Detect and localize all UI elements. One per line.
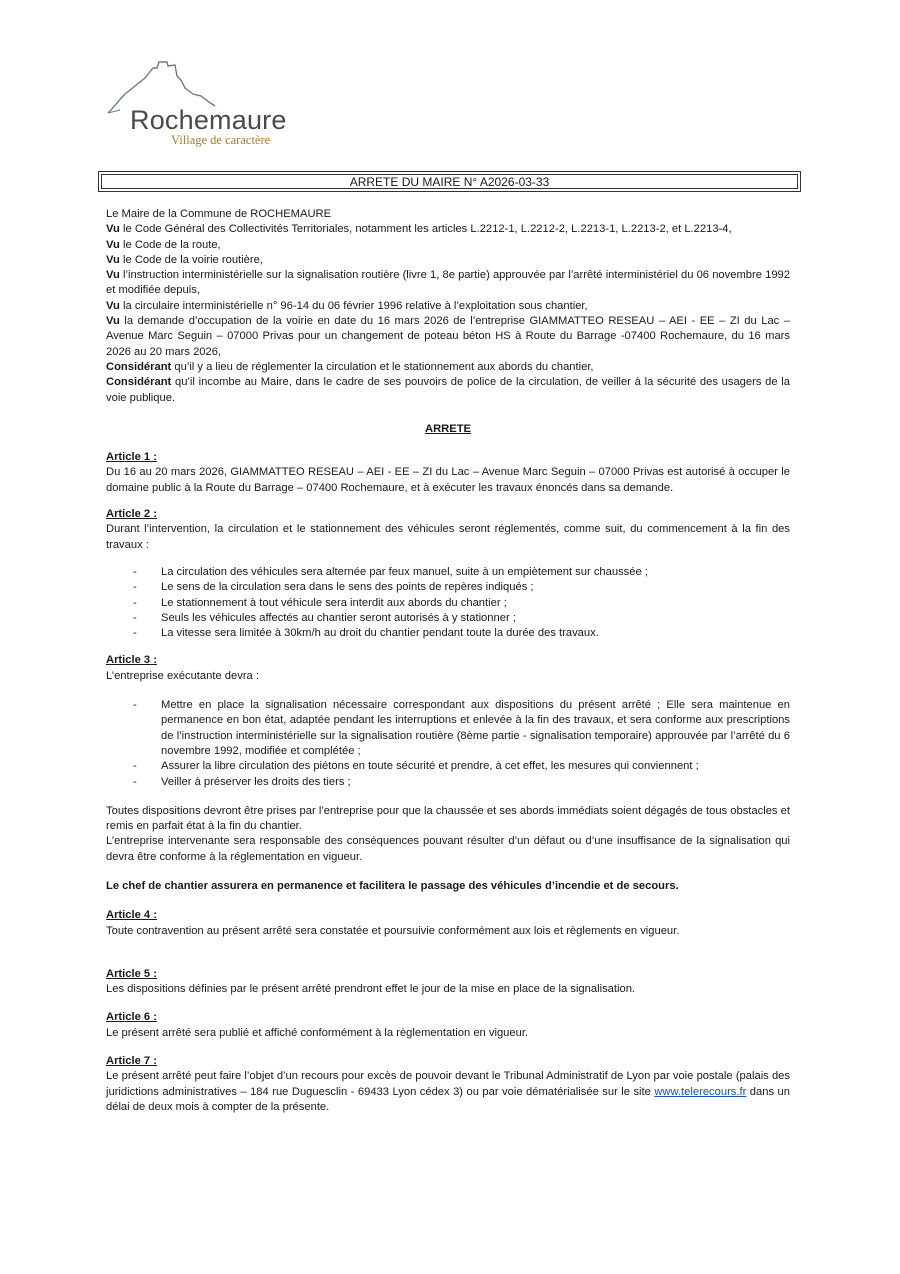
article-title: Article 2 : bbox=[106, 508, 157, 521]
article-1 bbox=[106, 450, 790, 496]
article-3-paragraph: L’entreprise intervenante sera responsable des conséquences pouvant résulter d’un défaut ou d’une insuffisance de la signalisation qui devra être conforme à la réglementation en vigueur. bbox=[106, 835, 790, 863]
article-text: Les dispositions définies par le présent arrêté prendront effet le jour de la mise en place de la signalisation. bbox=[106, 983, 636, 996]
list-item: - Veiller à préserver les droits des tiers ; bbox=[106, 775, 790, 790]
preamble-item: Considérant qu’il y a lieu de réglementer la circulation et le stationnement aux abords du chantier, bbox=[106, 360, 594, 373]
title-box bbox=[98, 171, 801, 192]
arrete-heading: ARRETE bbox=[425, 422, 471, 435]
article-title: Article 1 : bbox=[106, 451, 157, 464]
rochemaure-logo bbox=[105, 58, 295, 153]
preamble-item: Vu le Code Général des Collectivités Territoriales, notamment les articles L.2212-1, L.2212-2, L.2213-1, L.2213-2, et L.2213-4, bbox=[106, 223, 732, 236]
preamble-item: Considérant qu’il incombe au Maire, dans le cadre de ses pouvoirs de police de la circulation, de veiller à la sécurité des usagers de la voie publique. bbox=[106, 376, 790, 404]
article-3-list bbox=[106, 698, 790, 790]
article-text: Toute contravention au présent arrêté sera constatée et poursuivie conformément aux lois et règlements en vigueur. bbox=[106, 924, 680, 937]
article-text: Le présent arrêté peut faire l’objet d’un recours pour excès de pouvoir devant le Tribunal Administratif de Lyon par voie postale (palais des juridictions administratives – 184 rue Duguesclin - 69433 Lyon cédex 3) ou par voie dématérialisée sur le site www.telerecours.fr dans un délai de deux mois à compter de la présente. bbox=[106, 1070, 790, 1113]
article-4 bbox=[106, 908, 790, 939]
preamble-intro: Le Maire de la Commune de ROCHEMAURE bbox=[106, 208, 332, 220]
article-title: Article 5 : bbox=[106, 967, 157, 980]
article-text: Durant l’intervention, la circulation et le stationnement des véhicules seront réglementés, comme suit, du commencement à la fin des travaux : bbox=[106, 523, 790, 551]
article-title: Article 7 : bbox=[106, 1055, 157, 1068]
article-3-paragraph: Toutes dispositions devront être prises par l’entreprise pour que la chaussée et ses abords immédiats soient dégagés de tous obstacles et remis en parfait état à la fin du chantier. bbox=[106, 804, 790, 833]
telerecours-link[interactable]: www.telerecours.fr bbox=[654, 1085, 747, 1098]
article-text: L’entreprise exécutante devra : bbox=[106, 669, 259, 682]
document-body bbox=[106, 207, 790, 1115]
preamble-item: Vu le Code de la voirie routière, bbox=[106, 253, 263, 266]
article-7 bbox=[106, 1054, 790, 1115]
preamble-item: Vu le Code de la route, bbox=[106, 238, 221, 251]
list-item: - La circulation des véhicules sera alternée par feux manuel, suite à un empiètement sur chaussée ; bbox=[106, 565, 790, 580]
article-text: Du 16 au 20 mars 2026, GIAMMATTEO RESEAU – AEI - EE – ZI du Lac – Avenue Marc Seguin – 07000 Privas est autorisé à occuper le domaine public à la Route du Barrage – 07400 Rochemaure, et à exécuter les travaux énoncés dans sa demande. bbox=[106, 466, 790, 494]
article-text: Le présent arrêté sera publié et affiché conformément à la règlementation en vigueur. bbox=[106, 1026, 529, 1039]
article-2-list bbox=[106, 565, 790, 641]
preamble-item: Vu l’instruction interministérielle sur la signalisation routière (livre 1, 8e partie) approuvée par l’arrêté interministériel du 06 novembre 1992 et modifiée depuis, bbox=[106, 269, 790, 297]
article-5 bbox=[106, 967, 790, 998]
preamble-item: Vu la circulaire interministérielle n° 96-14 du 06 février 1996 relative à l’exploitation sous chantier, bbox=[106, 299, 588, 312]
article-2 bbox=[106, 507, 790, 641]
article-title: Article 3 : bbox=[106, 654, 157, 667]
article-title: Article 6 : bbox=[106, 1011, 157, 1024]
preamble bbox=[106, 207, 790, 406]
list-item: - La vitesse sera limitée à 30km/h au droit du chantier pendant toute la durée des travaux. bbox=[106, 626, 790, 641]
document-title: ARRETE DU MAIRE N° A2026-03-33 bbox=[349, 175, 550, 189]
list-item: - Assurer la libre circulation des piétons en toute sécurité et prendre, à cet effet, les mesures qui conviennent ; bbox=[106, 759, 790, 774]
list-item: - Le sens de la circulation sera dans le sens des points de repères indiqués ; bbox=[106, 580, 790, 595]
article-6 bbox=[106, 1010, 790, 1041]
logo-tagline: Village de caractère bbox=[171, 133, 271, 147]
logo-name: Rochemaure bbox=[130, 105, 287, 135]
article-3-bold-note: Le chef de chantier assurera en permanence et facilitera le passage des véhicules d’incendie et de secours. bbox=[106, 879, 679, 892]
preamble-item: Vu la demande d’occupation de la voirie en date du 16 mars 2026 de l’entreprise GIAMMATTEO RESEAU – AEI - EE – ZI du Lac – Avenue Marc Seguin – 07000 Privas pour un changement de poteau béton HS à Route du Barrage -07400 Rochemaure, du 16 mars 2026 au 20 mars 2026, bbox=[106, 315, 790, 358]
list-item: - Le stationnement à tout véhicule sera interdit aux abords du chantier ; bbox=[106, 596, 790, 611]
article-title: Article 4 : bbox=[106, 909, 157, 922]
article-3 bbox=[106, 653, 790, 894]
list-item: - Seuls les véhicules affectés au chantier seront autorisés à y stationner ; bbox=[106, 611, 790, 626]
list-item: - Mettre en place la signalisation nécessaire correspondant aux dispositions du présent arrêté ; Elle sera maintenue en permanence en bon état, adaptée pendant les interruptions et enlevée à la fin des travaux, et sera conforme aux prescriptions de l’instruction interministérielle sur la signalisation routière (8ème partie - signalisation temporaire) approuvée par l’arrêté du 6 novembre 1992, modifiée et complétée ; bbox=[106, 698, 790, 759]
